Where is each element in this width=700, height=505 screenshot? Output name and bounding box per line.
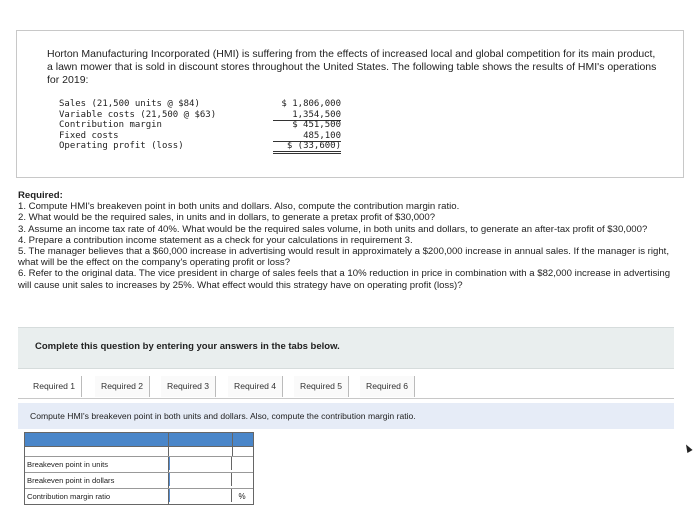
answer-table-header bbox=[25, 433, 253, 446]
tab-instruction-bar bbox=[18, 403, 674, 429]
problem-box bbox=[16, 30, 684, 178]
statement-label: Variable costs (21,500 @ $63) bbox=[59, 109, 217, 120]
statement-amount: 1,354,500 bbox=[273, 110, 341, 121]
answer-label: Breakeven point in dollars bbox=[25, 473, 169, 488]
required-item: 1. Compute HMI's breakeven point in both units and dollars. Also, compute the contribution margin ratio. bbox=[18, 201, 460, 213]
statement-row bbox=[59, 141, 359, 152]
statement-amount: 485,100 bbox=[273, 131, 341, 142]
percent-unit: % bbox=[238, 492, 246, 501]
statement-label: Sales (21,500 units @ $84) bbox=[59, 99, 200, 109]
cm-ratio-input[interactable] bbox=[169, 489, 232, 502]
required-item: 2. What would be the required sales, in units and in dollars, to generate a pretax profit of $30,000? bbox=[18, 212, 436, 224]
statement-row bbox=[59, 131, 359, 142]
statement-amount: $ 451,500 bbox=[292, 120, 341, 130]
tab-required-4[interactable]: Required 4 bbox=[228, 376, 283, 397]
problem-intro: Horton Manufacturing Incorporated (HMI) is suffering from the effects of increased local and global competition for its main product, a lawn mower that is sold in discount stores throughout the United States. The following table shows the results of HMI's operations for 2019: bbox=[47, 48, 657, 86]
statement-label: Fixed costs bbox=[59, 130, 119, 141]
tab-required-6[interactable]: Required 6 bbox=[360, 376, 415, 397]
answer-label: Contribution margin ratio bbox=[25, 489, 169, 504]
answer-unit bbox=[232, 457, 252, 472]
required-item: 5. The manager believes that a $60,000 increase in advertising would result in approximately a $200,000 increase in annual sales. If the manager is right, what will be the effect on the company's operating profit or loss? bbox=[18, 246, 669, 269]
answer-row-cm-ratio bbox=[25, 488, 253, 504]
statement-row bbox=[59, 120, 359, 131]
answer-table bbox=[24, 432, 254, 505]
tab-required-5[interactable]: Required 5 bbox=[294, 376, 349, 397]
statement-label: Contribution margin bbox=[59, 120, 162, 130]
required-item: 4. Prepare a contribution income statement as a check for your calculations in requirement 3. bbox=[18, 234, 413, 246]
breakeven-units-input[interactable] bbox=[169, 457, 232, 470]
statement-row bbox=[59, 110, 359, 121]
answer-table-spacer bbox=[25, 446, 253, 456]
requirement-tabs bbox=[18, 376, 674, 399]
statement-label: Operating profit (loss) bbox=[59, 141, 184, 151]
statement-amount: $ (33,600) bbox=[273, 141, 341, 154]
income-statement bbox=[59, 99, 359, 152]
tab-required-3[interactable]: Required 3 bbox=[161, 376, 216, 397]
required-header: Required: bbox=[18, 190, 63, 201]
breakeven-dollars-input[interactable] bbox=[169, 473, 232, 486]
tab-required-2[interactable]: Required 2 bbox=[95, 376, 150, 397]
answer-label: Breakeven point in units bbox=[25, 457, 169, 472]
answer-row-breakeven-dollars bbox=[25, 472, 253, 488]
mouse-cursor-icon bbox=[683, 443, 692, 453]
required-item: 3. Assume an income tax rate of 40%. What would be the required sales volume, in both units and dollars, to generate an after-tax profit of $30,000? bbox=[18, 223, 648, 235]
complete-instructions-bar bbox=[18, 327, 674, 369]
tab-required-1[interactable]: Required 1 bbox=[27, 376, 82, 397]
required-item: 6. Refer to the original data. The vice president in charge of sales feels that a 10% reduction in price in combination with a $82,000 increase in advertising will cause unit sales to increases by 25%. What effect would this strategy have on operating profit (loss)? bbox=[18, 268, 671, 291]
tab-instruction-text: Compute HMI's breakeven point in both units and dollars. Also, compute the contribution margin ratio. bbox=[30, 411, 416, 421]
answer-row-breakeven-units bbox=[25, 456, 253, 472]
complete-instructions-text: Complete this question by entering your answers in the tabs below. bbox=[35, 341, 340, 352]
statement-amount: $ 1,806,000 bbox=[281, 99, 341, 109]
answer-unit bbox=[232, 473, 252, 488]
statement-row bbox=[59, 99, 359, 110]
required-section bbox=[18, 190, 678, 291]
